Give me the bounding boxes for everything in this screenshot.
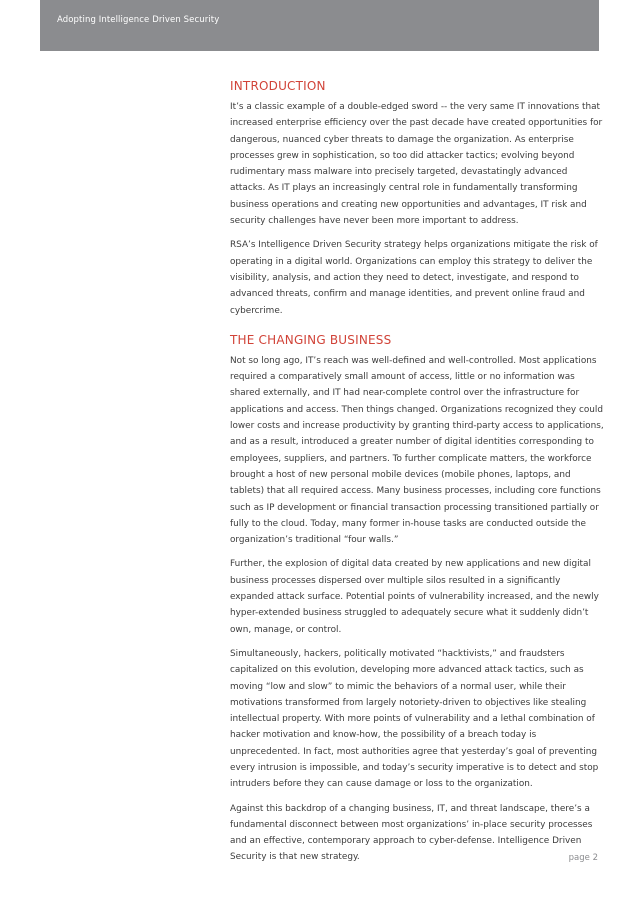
paragraph: Not so long ago, IT’s reach was well-defined and well-controlled. Most applications required a comparatively small amount of access, little or no information was shared externally, and IT had near-complete control over the infrastructure for applications and access. Then things changed. Organizations recognized they could lower costs and increase productivity by granting third-party access to applications, and as a result, introduced a greater number of digital identities corresponding to employees, suppliers, and partners. To further complicate matters, the workforce brought a host of new personal mobile devices (mobile phones, laptops, and tablets) that all required access. Many business processes, including core functions such as IP development or financial transaction processing transitioned partially or fully to the cloud. Today, many former in-house tasks are conducted outside the organization’s traditional “four walls.”: [230, 355, 604, 546]
section-heading: INTRODUCTION: [230, 79, 326, 93]
section-changing-business: [230, 333, 605, 866]
paragraph: It’s a classic example of a double-edged sword -- the very same IT innovations that increased enterprise efficiency over the past decade have created opportunities for dangerous, nuanced cyber threats to damage the organization. As enterprise processes grew in sophistication, so too did attacker tactics; evolving beyond rudimentary mass malware into precisely targeted, devastatingly advanced attacks. As IT plays an increasingly central role in fundamentally transforming business operations and creating new opportunities and advantages, IT risk and security challenges have never been more important to address.: [230, 102, 603, 227]
paragraph: Simultaneously, hackers, politically motivated “hacktivists,” and fraudsters capitalized on this evolution, developing more advanced attack tactics, such as moving “low and slow” to mimic the behaviors of a normal user, while their motivations transformed from largely notoriety-driven to objectives like stealing intellectual property. With more points of vulnerability and a lethal combination of hacker motivation and know-how, the possibility of a breach today is unprecedented. In fact, most authorities agree that yesterday’s goal of preventing every intrusion is impossible, and today’s security imperative is to detect and stop intruders before they can cause damage or loss to the organization.: [230, 648, 599, 790]
document-title: Adopting Intelligence Driven Security: [57, 15, 220, 25]
paragraph: RSA’s Intelligence Driven Security strategy helps organizations mitigate the risk of operating in a digital world. Organizations can employ this strategy to deliver the visibility, analysis, and action they need to detect, investigate, and respond to advanced threats, confirm and manage identities, and prevent online fraud and cybercrime.: [230, 240, 598, 316]
paragraph: Against this backdrop of a changing business, IT, and threat landscape, there’s a fundamental disconnect between most organizations’ in-place security processes and an effective, contemporary approach to cyber-defense. Intelligence Driven Security is that new strategy.: [230, 803, 593, 863]
page-number: page 2: [568, 853, 598, 863]
header-bar: [40, 0, 599, 51]
section-heading: THE CHANGING BUSINESS: [230, 332, 392, 347]
section-introduction: [230, 79, 605, 319]
paragraph: Further, the explosion of digital data created by new applications and new digital business processes dispersed over multiple silos resulted in a significantly expanded attack surface. Potential points of vulnerability increased, and the newly hyper-extended business struggled to adequately secure what it suddenly didn’t own, manage, or control.: [230, 559, 599, 635]
main-content: [230, 79, 605, 874]
